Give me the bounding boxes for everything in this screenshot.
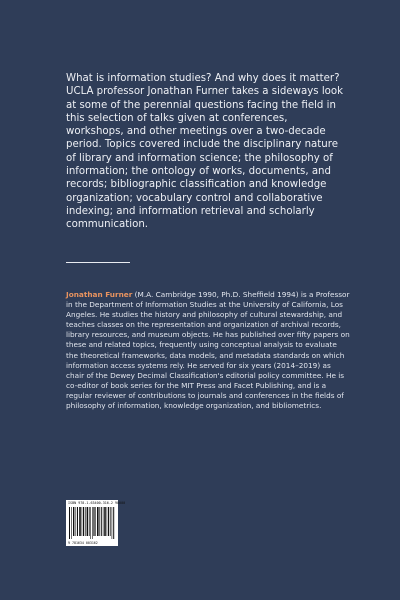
author-bio xyxy=(66,290,350,411)
barcode-digits: 9 781634 003162 xyxy=(68,541,98,545)
author-name: Jonathan Furner xyxy=(66,290,133,299)
divider-rule xyxy=(66,262,130,263)
author-bio-text: (M.A. Cambridge 1990, Ph.D. Sheffield 1994) is a Professor in the Department of Information Studies at the University of California, Los Angeles. He studies the history and philosophy of cultural stewardship, and teaches classes on the representation and organization of archival records, library resources, and museum objects. He has published over fifty papers on these and related topics, frequently using conceptual analysis to evaluate the theoretical frameworks, data models, and metadata standards on which information access systems rely. He served for six years (2014–2019) as chair of the Dewey Decimal Classification's editorial policy committee. He is co-editor of book series for the MIT Press and Facet Publishing, and is a regular reviewer of contributions to journals and conferences in the fields of philosophy of information, knowledge organization, and bibliometrics. xyxy=(66,290,350,411)
price-code: 90000 xyxy=(114,501,126,505)
isbn-barcode xyxy=(66,500,126,546)
back-cover-blurb: What is information studies? And why does it matter? UCLA professor Jonathan Furner takes a sideways look at some of the perennial questions facing the field in this selection of talks given at conferences, workshops, and other meetings over a two-decade period. Topics covered include the disciplinary nature of library and information science; the philosophy of information; the ontology of works, documents, and records; bibliographic classification and knowledge organization; vocabulary control and collaborative indexing; and information retrieval and scholarly communication. xyxy=(66,73,344,231)
isbn-label: ISBN 978-1-63400-316-2 90000 xyxy=(68,501,126,505)
barcode-bars-icon xyxy=(68,507,116,539)
